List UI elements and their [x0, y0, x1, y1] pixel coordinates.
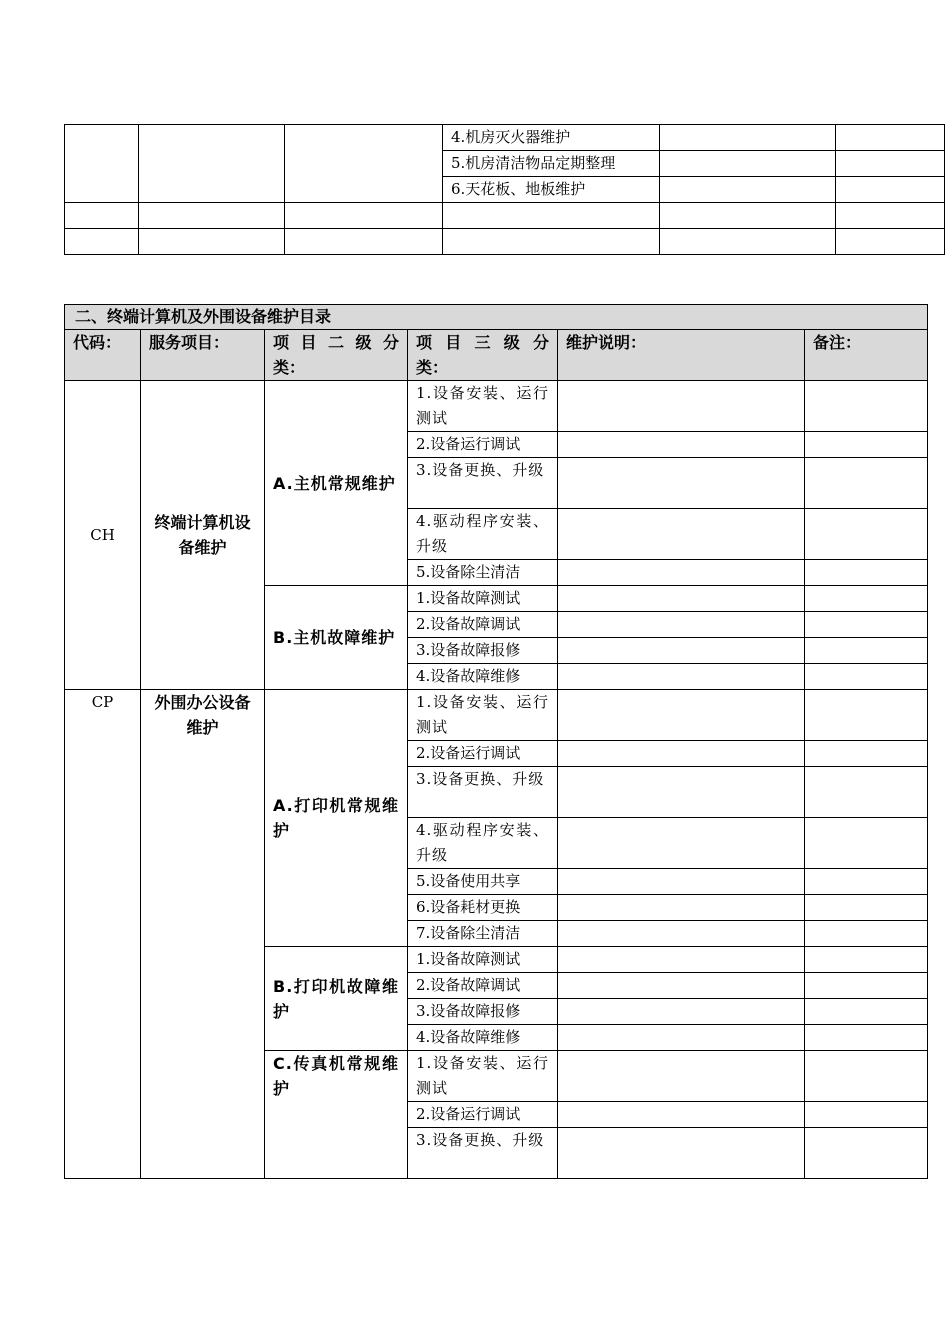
- level3-item: 2.设备运行调试: [408, 432, 558, 458]
- level3-item: 3.设备更换、升级: [408, 458, 558, 509]
- note-cell: [836, 151, 945, 177]
- level3-item: 1.设备安装、运行测试: [408, 381, 558, 432]
- level3-item: 3.设备更换、升级: [408, 767, 558, 818]
- item-cell: 5.机房清洁物品定期整理: [443, 151, 660, 177]
- item-cell: 6.天花板、地板维护: [443, 177, 660, 203]
- header-level3: 项 目 三 级 分类：: [408, 330, 558, 381]
- level2-cp-a: A.打印机常规维护: [265, 690, 408, 947]
- cell-empty: [285, 125, 443, 203]
- header-desc: 维护说明：: [558, 330, 805, 381]
- machine-room-table-continuation: [64, 124, 945, 255]
- terminal-maintenance-table: [64, 304, 928, 1179]
- header-service: 服务项目：: [141, 330, 265, 381]
- note-cell: [836, 177, 945, 203]
- header-code: 代码：: [65, 330, 141, 381]
- header-note: 备注：: [805, 330, 928, 381]
- service-ch: 终端计算机设备维护: [141, 381, 265, 690]
- code-ch: CH: [65, 381, 141, 690]
- level3-item: 1.设备故障测试: [408, 947, 558, 973]
- level2-ch-a: A.主机常规维护: [265, 381, 408, 586]
- level3-item: 7.设备除尘清洁: [408, 921, 558, 947]
- level3-item: 4.设备故障维修: [408, 664, 558, 690]
- header-level2: 项 目 二 级 分类：: [265, 330, 408, 381]
- level3-item: 3.设备故障报修: [408, 999, 558, 1025]
- level3-item: 1.设备安装、运行测试: [408, 1051, 558, 1102]
- level3-item: 2.设备运行调试: [408, 1102, 558, 1128]
- level3-item: 5.设备使用共享: [408, 869, 558, 895]
- desc-cell: [660, 125, 836, 151]
- note-cell: [836, 125, 945, 151]
- section-title: 二、终端计算机及外围设备维护目录: [65, 305, 928, 330]
- level3-item: 1.设备安装、运行测试: [408, 690, 558, 741]
- item-cell: 4.机房灭火器维护: [443, 125, 660, 151]
- cell-empty: [65, 125, 139, 203]
- level3-item: 6.设备耗材更换: [408, 895, 558, 921]
- desc-cell: [660, 151, 836, 177]
- level2-ch-b: B.主机故障维护: [265, 586, 408, 690]
- level3-item: 2.设备运行调试: [408, 741, 558, 767]
- table-row: [65, 203, 945, 229]
- level3-item: 3.设备故障报修: [408, 638, 558, 664]
- service-cp: 外围办公设备维护: [141, 690, 265, 1179]
- desc-cell: [660, 177, 836, 203]
- table-row: [65, 229, 945, 255]
- level3-item: 5.设备除尘清洁: [408, 560, 558, 586]
- code-cp: CP: [65, 690, 141, 1179]
- level3-item: 3.设备更换、升级: [408, 1128, 558, 1179]
- level3-item: 4.驱动程序安装、升级: [408, 818, 558, 869]
- level2-cp-c: C.传真机常规维护: [265, 1051, 408, 1179]
- level3-item: 4.设备故障维修: [408, 1025, 558, 1051]
- level3-item: 2.设备故障调试: [408, 612, 558, 638]
- level2-cp-b: B.打印机故障维护: [265, 947, 408, 1051]
- level3-item: 2.设备故障调试: [408, 973, 558, 999]
- cell-empty: [139, 125, 285, 203]
- level3-item: 1.设备故障测试: [408, 586, 558, 612]
- level3-item: 4.驱动程序安装、升级: [408, 509, 558, 560]
